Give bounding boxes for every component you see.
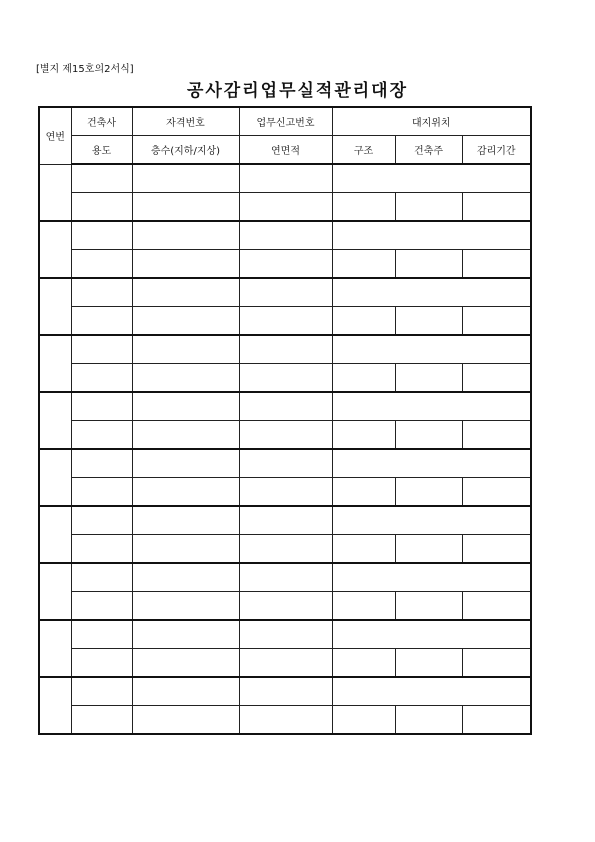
cell-license-number[interactable] bbox=[132, 620, 239, 649]
cell-architect-firm[interactable] bbox=[71, 506, 132, 535]
cell-business-report-number[interactable] bbox=[239, 392, 332, 421]
cell-structure[interactable] bbox=[332, 364, 395, 393]
cell-floors[interactable] bbox=[132, 193, 239, 222]
cell-owner[interactable] bbox=[395, 193, 462, 222]
cell-site-location[interactable] bbox=[332, 221, 531, 250]
cell-use[interactable] bbox=[71, 649, 132, 678]
cell-license-number[interactable] bbox=[132, 392, 239, 421]
form-reference: [별지 제15호의2서식] bbox=[36, 64, 134, 75]
cell-supervision-period[interactable] bbox=[462, 706, 531, 735]
cell-supervision-period[interactable] bbox=[462, 364, 531, 393]
record-row-bottom bbox=[39, 193, 531, 222]
cell-structure[interactable] bbox=[332, 706, 395, 735]
record-row-top bbox=[39, 563, 531, 592]
cell-business-report-number[interactable] bbox=[239, 506, 332, 535]
header-floors: 층수(지하/지상) bbox=[132, 136, 239, 165]
cell-total-floor-area[interactable] bbox=[239, 250, 332, 279]
cell-license-number[interactable] bbox=[132, 677, 239, 706]
cell-license-number[interactable] bbox=[132, 278, 239, 307]
cell-use[interactable] bbox=[71, 478, 132, 507]
cell-serial[interactable] bbox=[39, 677, 71, 734]
cell-license-number[interactable] bbox=[132, 335, 239, 364]
cell-structure[interactable] bbox=[332, 649, 395, 678]
cell-license-number[interactable] bbox=[132, 563, 239, 592]
cell-site-location[interactable] bbox=[332, 563, 531, 592]
header-row-2 bbox=[39, 136, 531, 165]
cell-business-report-number[interactable] bbox=[239, 563, 332, 592]
cell-structure[interactable] bbox=[332, 250, 395, 279]
cell-serial[interactable] bbox=[39, 221, 71, 278]
cell-architect-firm[interactable] bbox=[71, 563, 132, 592]
header-use: 용도 bbox=[71, 136, 132, 165]
cell-supervision-period[interactable] bbox=[462, 649, 531, 678]
record-row-bottom bbox=[39, 535, 531, 564]
header-row-1 bbox=[39, 107, 531, 136]
record-row-top bbox=[39, 278, 531, 307]
cell-site-location[interactable] bbox=[332, 506, 531, 535]
cell-floors[interactable] bbox=[132, 535, 239, 564]
cell-structure[interactable] bbox=[332, 307, 395, 336]
cell-site-location[interactable] bbox=[332, 392, 531, 421]
cell-owner[interactable] bbox=[395, 478, 462, 507]
record-row-bottom bbox=[39, 364, 531, 393]
cell-total-floor-area[interactable] bbox=[239, 706, 332, 735]
cell-business-report-number[interactable] bbox=[239, 221, 332, 250]
cell-floors[interactable] bbox=[132, 250, 239, 279]
cell-business-report-number[interactable] bbox=[239, 278, 332, 307]
cell-owner[interactable] bbox=[395, 250, 462, 279]
cell-use[interactable] bbox=[71, 535, 132, 564]
record-row-top bbox=[39, 221, 531, 250]
cell-structure[interactable] bbox=[332, 478, 395, 507]
header-license-number: 자격번호 bbox=[132, 107, 239, 136]
cell-floors[interactable] bbox=[132, 364, 239, 393]
cell-business-report-number[interactable] bbox=[239, 677, 332, 706]
cell-serial[interactable] bbox=[39, 335, 71, 392]
cell-total-floor-area[interactable] bbox=[239, 193, 332, 222]
cell-business-report-number[interactable] bbox=[239, 164, 332, 193]
cell-serial[interactable] bbox=[39, 563, 71, 620]
cell-license-number[interactable] bbox=[132, 449, 239, 478]
cell-architect-firm[interactable] bbox=[71, 335, 132, 364]
cell-floors[interactable] bbox=[132, 307, 239, 336]
record-row-bottom bbox=[39, 307, 531, 336]
header-business-report-number: 업무신고번호 bbox=[239, 107, 332, 136]
cell-serial[interactable] bbox=[39, 449, 71, 506]
record-row-bottom bbox=[39, 649, 531, 678]
cell-serial[interactable] bbox=[39, 506, 71, 563]
cell-owner[interactable] bbox=[395, 421, 462, 450]
cell-supervision-period[interactable] bbox=[462, 421, 531, 450]
cell-architect-firm[interactable] bbox=[71, 221, 132, 250]
record-row-bottom bbox=[39, 421, 531, 450]
cell-use[interactable] bbox=[71, 421, 132, 450]
cell-owner[interactable] bbox=[395, 592, 462, 621]
cell-total-floor-area[interactable] bbox=[239, 649, 332, 678]
cell-architect-firm[interactable] bbox=[71, 164, 132, 193]
record-row-top bbox=[39, 335, 531, 364]
cell-owner[interactable] bbox=[395, 649, 462, 678]
cell-architect-firm[interactable] bbox=[71, 620, 132, 649]
cell-serial[interactable] bbox=[39, 278, 71, 335]
cell-architect-firm[interactable] bbox=[71, 449, 132, 478]
header-serial: 연번 bbox=[39, 107, 71, 164]
cell-serial[interactable] bbox=[39, 392, 71, 449]
header-supervision-period: 감리기간 bbox=[462, 136, 531, 165]
cell-site-location[interactable] bbox=[332, 449, 531, 478]
cell-business-report-number[interactable] bbox=[239, 335, 332, 364]
ledger-body bbox=[39, 164, 531, 734]
cell-serial[interactable] bbox=[39, 164, 71, 221]
cell-floors[interactable] bbox=[132, 706, 239, 735]
record-row-bottom bbox=[39, 706, 531, 735]
header-site-location: 대지위치 bbox=[332, 107, 531, 136]
cell-license-number[interactable] bbox=[132, 221, 239, 250]
cell-site-location[interactable] bbox=[332, 335, 531, 364]
header-architect-firm: 건축사 bbox=[71, 107, 132, 136]
cell-owner[interactable] bbox=[395, 307, 462, 336]
cell-license-number[interactable] bbox=[132, 506, 239, 535]
record-row-top bbox=[39, 449, 531, 478]
cell-floors[interactable] bbox=[132, 478, 239, 507]
header-total-floor-area: 연면적 bbox=[239, 136, 332, 165]
cell-use[interactable] bbox=[71, 307, 132, 336]
cell-owner[interactable] bbox=[395, 364, 462, 393]
record-row-top bbox=[39, 164, 531, 193]
cell-use[interactable] bbox=[71, 250, 132, 279]
cell-use[interactable] bbox=[71, 193, 132, 222]
page-title: 공사감리업무실적관리대장 bbox=[186, 81, 409, 101]
cell-total-floor-area[interactable] bbox=[239, 307, 332, 336]
cell-site-location[interactable] bbox=[332, 677, 531, 706]
cell-supervision-period[interactable] bbox=[462, 535, 531, 564]
cell-total-floor-area[interactable] bbox=[239, 421, 332, 450]
cell-floors[interactable] bbox=[132, 649, 239, 678]
ledger-header bbox=[39, 107, 531, 164]
cell-license-number[interactable] bbox=[132, 164, 239, 193]
cell-supervision-period[interactable] bbox=[462, 592, 531, 621]
cell-structure[interactable] bbox=[332, 535, 395, 564]
cell-site-location[interactable] bbox=[332, 620, 531, 649]
record-row-bottom bbox=[39, 478, 531, 507]
cell-total-floor-area[interactable] bbox=[239, 592, 332, 621]
cell-site-location[interactable] bbox=[332, 278, 531, 307]
cell-business-report-number[interactable] bbox=[239, 620, 332, 649]
cell-total-floor-area[interactable] bbox=[239, 364, 332, 393]
cell-owner[interactable] bbox=[395, 706, 462, 735]
record-row-top bbox=[39, 506, 531, 535]
cell-supervision-period[interactable] bbox=[462, 478, 531, 507]
cell-total-floor-area[interactable] bbox=[239, 478, 332, 507]
header-owner: 건축주 bbox=[395, 136, 462, 165]
record-row-top bbox=[39, 677, 531, 706]
cell-total-floor-area[interactable] bbox=[239, 535, 332, 564]
cell-floors[interactable] bbox=[132, 421, 239, 450]
cell-structure[interactable] bbox=[332, 193, 395, 222]
cell-architect-firm[interactable] bbox=[71, 392, 132, 421]
record-row-bottom bbox=[39, 250, 531, 279]
cell-supervision-period[interactable] bbox=[462, 250, 531, 279]
record-row-top bbox=[39, 620, 531, 649]
cell-serial[interactable] bbox=[39, 620, 71, 677]
cell-architect-firm[interactable] bbox=[71, 278, 132, 307]
cell-floors[interactable] bbox=[132, 592, 239, 621]
cell-site-location[interactable] bbox=[332, 164, 531, 193]
cell-supervision-period[interactable] bbox=[462, 307, 531, 336]
record-row-bottom bbox=[39, 592, 531, 621]
cell-owner[interactable] bbox=[395, 535, 462, 564]
cell-use[interactable] bbox=[71, 706, 132, 735]
cell-architect-firm[interactable] bbox=[71, 677, 132, 706]
ledger-table bbox=[38, 106, 532, 735]
cell-business-report-number[interactable] bbox=[239, 449, 332, 478]
cell-structure[interactable] bbox=[332, 421, 395, 450]
record-row-top bbox=[39, 392, 531, 421]
cell-supervision-period[interactable] bbox=[462, 193, 531, 222]
cell-use[interactable] bbox=[71, 592, 132, 621]
cell-structure[interactable] bbox=[332, 592, 395, 621]
header-structure: 구조 bbox=[332, 136, 395, 165]
cell-use[interactable] bbox=[71, 364, 132, 393]
